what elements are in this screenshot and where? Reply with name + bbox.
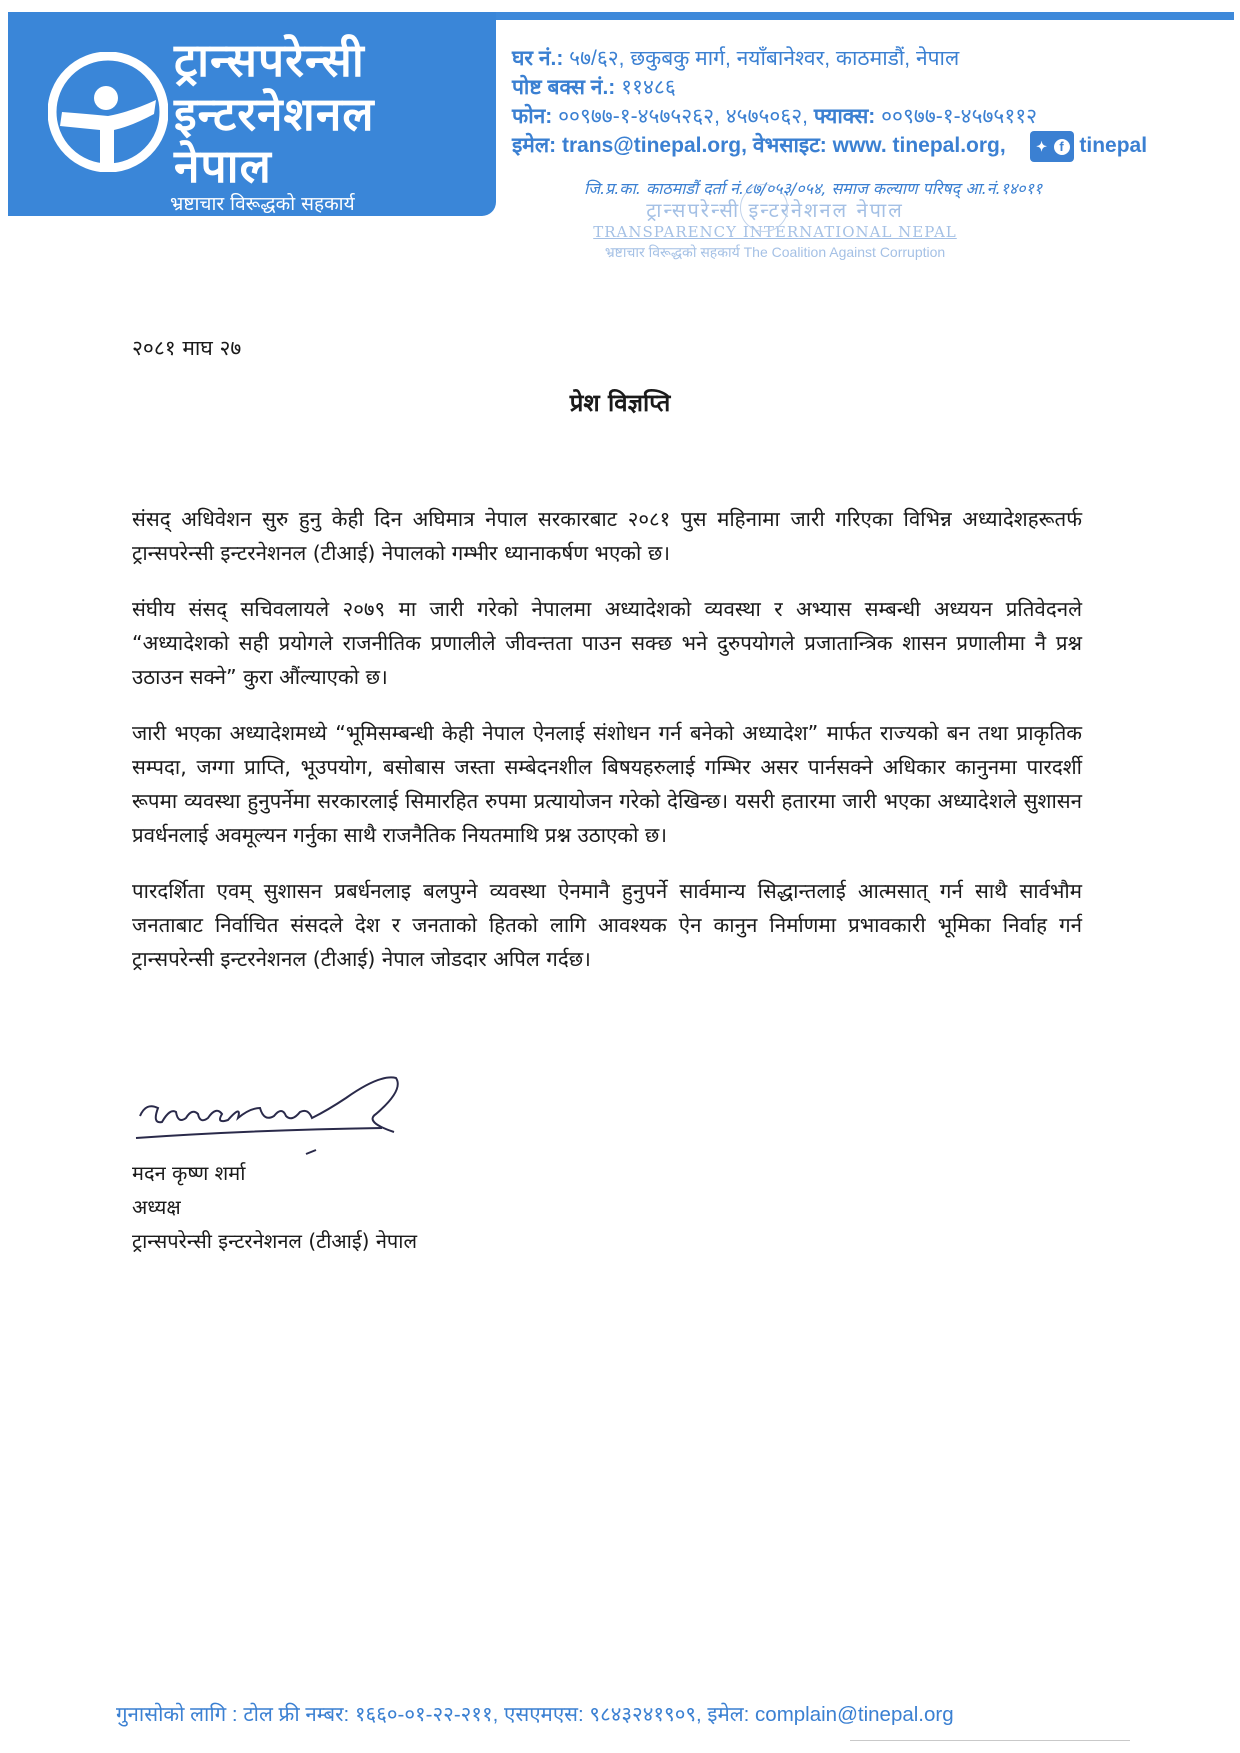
phone-label: फोन:: [512, 105, 553, 128]
stamp-english: TRANSPARENCY INTERNATIONAL NEPAL: [593, 223, 957, 241]
address-label: घर नं.:: [512, 47, 564, 70]
document-date: २०८१ माघ २७: [132, 336, 242, 360]
stamp-seal: [740, 184, 788, 232]
organization-stamp: [590, 198, 960, 288]
paragraph: संघीय संसद् सचिवलायले २०७९ मा जारी गरेको नेपालमा अध्यादेशको व्यवस्था र अभ्यास सम्बन्धी अध्ययन प्रतिवेदनले “अध्यादेशको सही प्रयोगले राजनीतिक प्रणालीले जीवन्तता पाउन सक्छ भने दुरुपयोगले प्रजातान्त्रिक शासन प्रणालीमा नै प्रश्न उठाउन सक्ने” कुरा औंल्याएको छ।: [132, 597, 1082, 689]
complaint-footer: [116, 1700, 1126, 1728]
tollfree-label: टोल फ्री नम्बर:: [243, 1703, 350, 1726]
logo-name-line: ट्रान्सपरेन्सी: [174, 33, 365, 87]
pobox-line: [512, 73, 1202, 102]
logo-name-line: इन्टरनेशनल: [174, 87, 375, 141]
email-label: इमेल:: [512, 134, 557, 158]
footer-email-label: इमेल:: [707, 1703, 750, 1726]
phone-value: ००९७७-१-४५७५२६२, ४५७५०६२,: [558, 105, 809, 128]
sms-value: ९८४३२४१९०९,: [589, 1703, 702, 1726]
fax-label: फ्याक्स:: [813, 105, 876, 128]
pobox-label: पोष्ट बक्स नं.:: [512, 76, 616, 99]
signatory-position: अध्यक्ष: [132, 1195, 181, 1219]
footer-email-link[interactable]: complain@tinepal.org: [755, 1703, 954, 1726]
footer-label: गुनासोको लागि :: [116, 1703, 238, 1726]
social-icons: [1030, 131, 1074, 162]
document-title: प्रेश विज्ञप्ति: [569, 389, 671, 417]
document-body: [132, 502, 1082, 998]
paragraph: पारदर्शिता एवम् सुशासन प्रबर्धनलाइ बलपुग्ने व्यवस्था ऐनमानै हुनुपर्ने सार्वमान्य सिद्धान्तलाई आत्मसात् गर्न साथै सार्वभौम जनताबाट निर्वाचित संसदले देश र जनताको हितको लागि आवश्यक ऐन कानुन निर्माणमा प्रभावकारी भूमिका निर्वाह गर्न ट्रान्सपरेन्सी इन्टरनेशनल (टीआई) नेपाल जोडदार अपिल गर्दछ।: [132, 879, 1082, 971]
fax-value: ००९७७-१-४५७५११२: [881, 105, 1038, 128]
website-link[interactable]: www. tinepal.org,: [832, 134, 1006, 158]
social-badge: [1030, 131, 1074, 162]
signatory-organization: ट्रान्सपरेन्सी इन्टरनेशनल (टीआई) नेपाल: [132, 1229, 418, 1253]
signature: [132, 1068, 452, 1158]
logo-tagline: भ्रष्टाचार विरूद्धको सहकार्य: [170, 193, 355, 215]
contact-block: [512, 44, 1202, 162]
paragraph: जारी भएका अध्यादेशमध्ये “भूमिसम्बन्धी केही नेपाल ऐनलाई संशोधन गर्न बनेको अध्यादेश” मार्फत राज्यको बन तथा प्राकृतिक सम्पदा, जग्गा प्राप्ति, भूउपयोग, बसोबास जस्ता सम्बेदनशील बिषयहरुलाई गम्भिर असर पार्नसक्ने अधिकार कानुनमा पारदर्शी रूपमा व्यवस्था हुनुपर्नेमा सरकारलाई सिमारहित रुपमा प्रत्यायोजन गरेको देखिन्छ। यसरी हतारमा जारी भएका अध्यादेशले सुशासन प्रवर्धनलाई अवमूल्यन गर्नुका साथै राजनैतिक नियतमाथि प्रश्न उठाएको छ।: [132, 721, 1082, 847]
email-web-line: [512, 131, 1202, 162]
address-value: ५७/६२, छकुबकु मार्ग, नयाँबानेश्वर, काठमाडौं, नेपाल: [569, 47, 960, 70]
email-link[interactable]: trans@tinepal.org,: [561, 134, 747, 158]
stamp-nepali: ट्रान्सपरेन्सी इन्टरनेशनल नेपाल: [646, 198, 904, 222]
logo-name-line: नेपाल: [174, 139, 272, 193]
website-label: वेभसाइट:: [752, 134, 827, 158]
signatory-name: मदन कृष्ण शर्मा: [132, 1161, 246, 1185]
stamp-tagline-en: The Coalition Against Corruption: [743, 244, 946, 260]
facebook-icon: f: [1052, 137, 1072, 157]
address-line: [512, 44, 1202, 73]
stamp-tagline-np: भ्रष्टाचार विरूद्धको सहकार्य: [604, 244, 740, 260]
registration-line: जि.प्र.का. काठमाडौं दर्ता नं.८७/०५३/०५४, समाज कल्याण परिषद् आ.नं.१४०११: [584, 179, 1043, 198]
signatory-block: [132, 1156, 417, 1258]
logo-block: [8, 12, 496, 216]
pobox-value: ११४८६: [621, 76, 676, 99]
footer-rule: [850, 1740, 1130, 1741]
tollfree-value: १६६०-०१-२२-२११,: [354, 1703, 499, 1726]
sms-label: एसएमएस:: [504, 1703, 584, 1726]
ti-logo-icon: [48, 52, 168, 172]
paragraph: संसद् अधिवेशन सुरु हुनु केही दिन अघिमात्र नेपाल सरकारबाट २०८१ पुस महिनामा जारी गरिएका विभिन्न अध्यादेशहरूतर्फ ट्रान्सपरेन्सी इन्टरनेशनल (टीआई) नेपालको गम्भीर ध्यानाकर्षण भएको छ।: [132, 507, 1082, 565]
phone-line: [512, 102, 1202, 131]
twitter-icon: ✦: [1032, 137, 1052, 157]
social-handle: tinepal: [1079, 134, 1148, 158]
stamp-tagline: [590, 242, 960, 262]
